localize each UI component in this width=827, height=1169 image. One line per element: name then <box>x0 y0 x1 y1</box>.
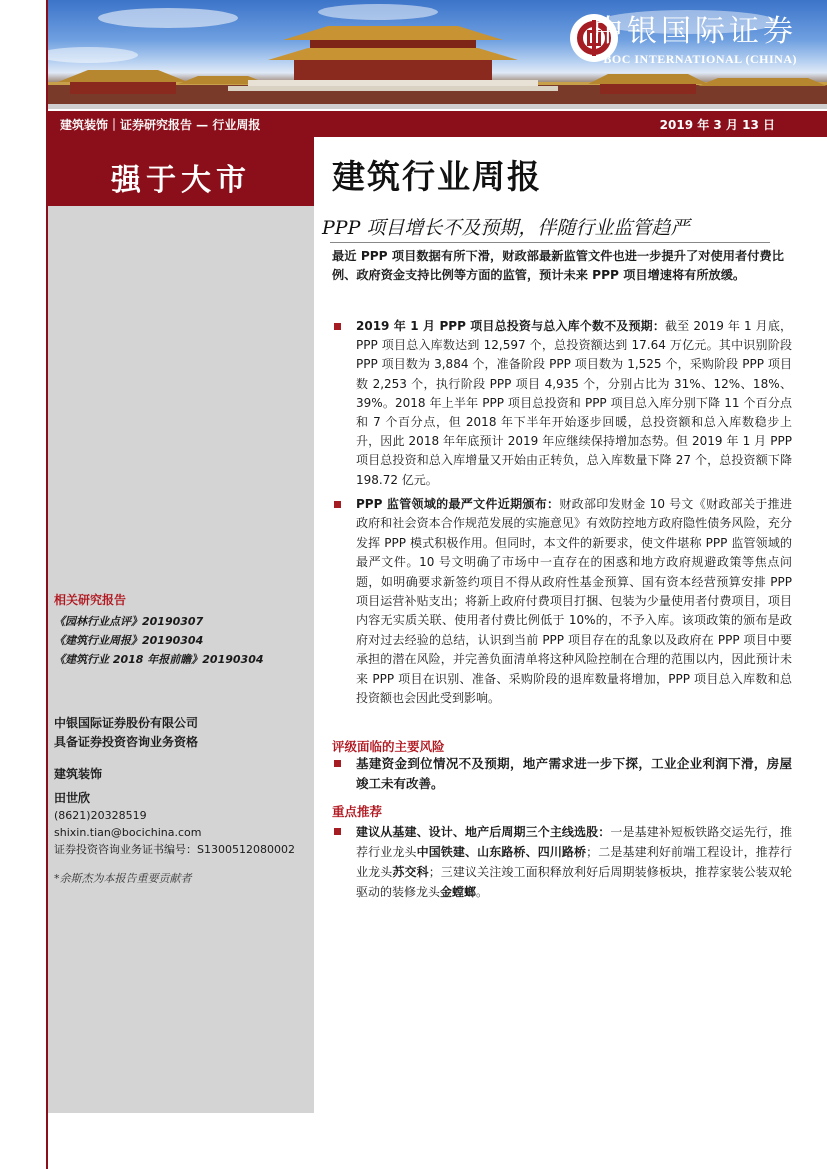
rec-text: ；二是基建利好前端工程设计，推荐行业龙头 <box>356 845 792 879</box>
recommendation-heading: 重点推荐 <box>332 804 383 819</box>
analyst-name: 田世欣 <box>54 791 91 805</box>
square-bullet-icon <box>334 760 341 767</box>
report-info-bar <box>48 111 827 137</box>
rec-text: ；三建议关注竣工面积释放利好后周期装修板块，推荐家装公装双轮驱动的装修龙头 <box>356 865 792 899</box>
company-qualification: 具备证券投资咨询业务资格 <box>54 735 199 749</box>
related-reports-title: 相关研究报告 <box>54 593 127 607</box>
recommendation-list <box>332 822 792 902</box>
square-bullet-icon <box>334 501 341 508</box>
sector-label: 建筑装饰 <box>54 767 103 781</box>
company-name: 中银国际证券股份有限公司 <box>54 716 199 730</box>
brand-block <box>593 12 797 67</box>
list-item <box>332 317 792 490</box>
report-category: 建筑装饰｜证券研究报告 — 行业周报 <box>60 118 261 132</box>
analyst-cert: 证券投资咨询业务证书编号：S1300512080002 <box>54 843 295 856</box>
sidebar <box>48 137 314 1113</box>
rating-label: 强于大市 <box>111 163 251 198</box>
summary-paragraph: 最近 PPP 项目数据有所下滑，财政部最新监管文件也进一步提升了对使用者付费比例、政府资金支持比例等方面的监管，预计未来 PPP 项目增速将有所放缓。 <box>332 249 784 282</box>
list-item <box>332 495 792 708</box>
rec-text: 。 <box>476 885 489 899</box>
rec-text: 一是基建补短板铁路交运先行，推荐行业龙头 <box>356 825 792 859</box>
rec-stocks: 中国铁建、山东路桥、四川路桥 <box>416 845 587 859</box>
bullet-text: 截至 2019 年 1 月底，PPP 项目总入库数达到 12,597 个，总投资额达到 17.64 万亿元。其中识别阶段 PPP 项目数为 3,884 个，准备阶段 PPP 项目数为 1,525 个，采购阶段 PPP 项目数 2,253 个，执行阶段 PPP 项目 4,935 个，分别占比为 31%、12%、18%、39%。2018 年上半年 PPP 项目总投资和 PPP 项目总入库分别下降 11 个百分点和 7 个百分点，但 2018 年下半年开始逐步回暖，总投资额和总入库数稳步上升，因此 2018 年年底预计 2019 年应继续保持增加态势。但 2019 年 1 月 PPP 项目总投资和总入库增量又开始由正转负，总入库数量下降 27 个，总投资额下降 198.72 亿元。 <box>356 319 792 487</box>
related-reports <box>54 591 314 669</box>
report-date: 2019 年 3 月 13 日 <box>659 118 775 132</box>
rec-lead: 建议从基建、设计、地产后周期三个主线选股： <box>356 825 611 839</box>
bullet-list <box>332 495 792 708</box>
related-report-item[interactable]: 《园林行业点评》20190307 <box>54 615 204 628</box>
analyst-email[interactable]: shixin.tian@bocichina.com <box>54 826 202 839</box>
rec-stocks: 苏交科 <box>392 865 429 879</box>
subtitle-rule <box>330 242 770 243</box>
bullet-text: 财政部印发财金 10 号文《财政部关于推进政府和社会资本合作规范发展的实施意见》有效防控地方政府隐性债务风险，充分发挥 PPP 模式积极作用。但同时，本文件的新要求，使文件堪称 PPP 监管领域的最严文件。10 号文明确了市场中一直存在的困惑和地方政府规避政策等焦点问题，如明确要求新签约项目不得从政府性基金预算、国有资本经营预算安排 PPP 项目运营补贴支出；将新上政府付费项目打捆、包装为少量使用者付费项目，项目内容无实质关联、使用者付费比例低于 10%的，不予入库。该项政策的颁布是政府对过去经验的总结，认识到当前 PPP 项目存在的乱象以及政府在 PPP 项目中要承担的潜在风险，并完善负面清单将这种风险控制在合理的范围以内，因此预计未来 PPP 项目在识别、准备、采购阶段的退库数量将增加，PPP 项目总入库数和总投资额也会因此受到影响。 <box>356 497 792 706</box>
contributor-note: *余斯杰为本报告重要贡献者 <box>54 872 192 885</box>
analyst-phone: (8621)20328519 <box>54 809 147 822</box>
header-banner <box>48 0 827 104</box>
banner-divider <box>48 104 827 109</box>
analyst-info <box>54 766 295 858</box>
risk-heading: 评级面临的主要风险 <box>332 739 445 754</box>
rating-box <box>48 137 314 206</box>
brand-name-en: BOC INTERNATIONAL (CHINA) <box>603 52 797 66</box>
bullet-lead: 2019 年 1 月 PPP 项目总投资与总入库个数不及预期： <box>356 319 665 333</box>
square-bullet-icon <box>334 828 341 835</box>
list-item <box>332 754 792 794</box>
square-bullet-icon <box>334 323 341 330</box>
rec-stocks: 金螳螂 <box>440 885 477 899</box>
related-report-item[interactable]: 《建筑行业 2018 年报前瞻》20190304 <box>54 653 264 666</box>
related-report-item[interactable]: 《建筑行业周报》20190304 <box>54 634 204 647</box>
risk-text: 基建资金到位情况不及预期，地产需求进一步下探，工业企业利润下滑，房屋竣工未有改善。 <box>356 756 792 791</box>
page-title: 建筑行业周报 <box>332 157 542 196</box>
page-subtitle: PPP 项目增长不及预期，伴随行业监管趋严 <box>322 217 690 239</box>
company-info <box>54 714 198 752</box>
bullet-list <box>332 317 792 490</box>
risk-list <box>332 754 792 794</box>
list-item <box>332 822 792 902</box>
bullet-lead: PPP 监管领域的最严文件近期颁布： <box>356 497 560 511</box>
brand-name-cn: 中银国际证券 <box>593 14 797 49</box>
